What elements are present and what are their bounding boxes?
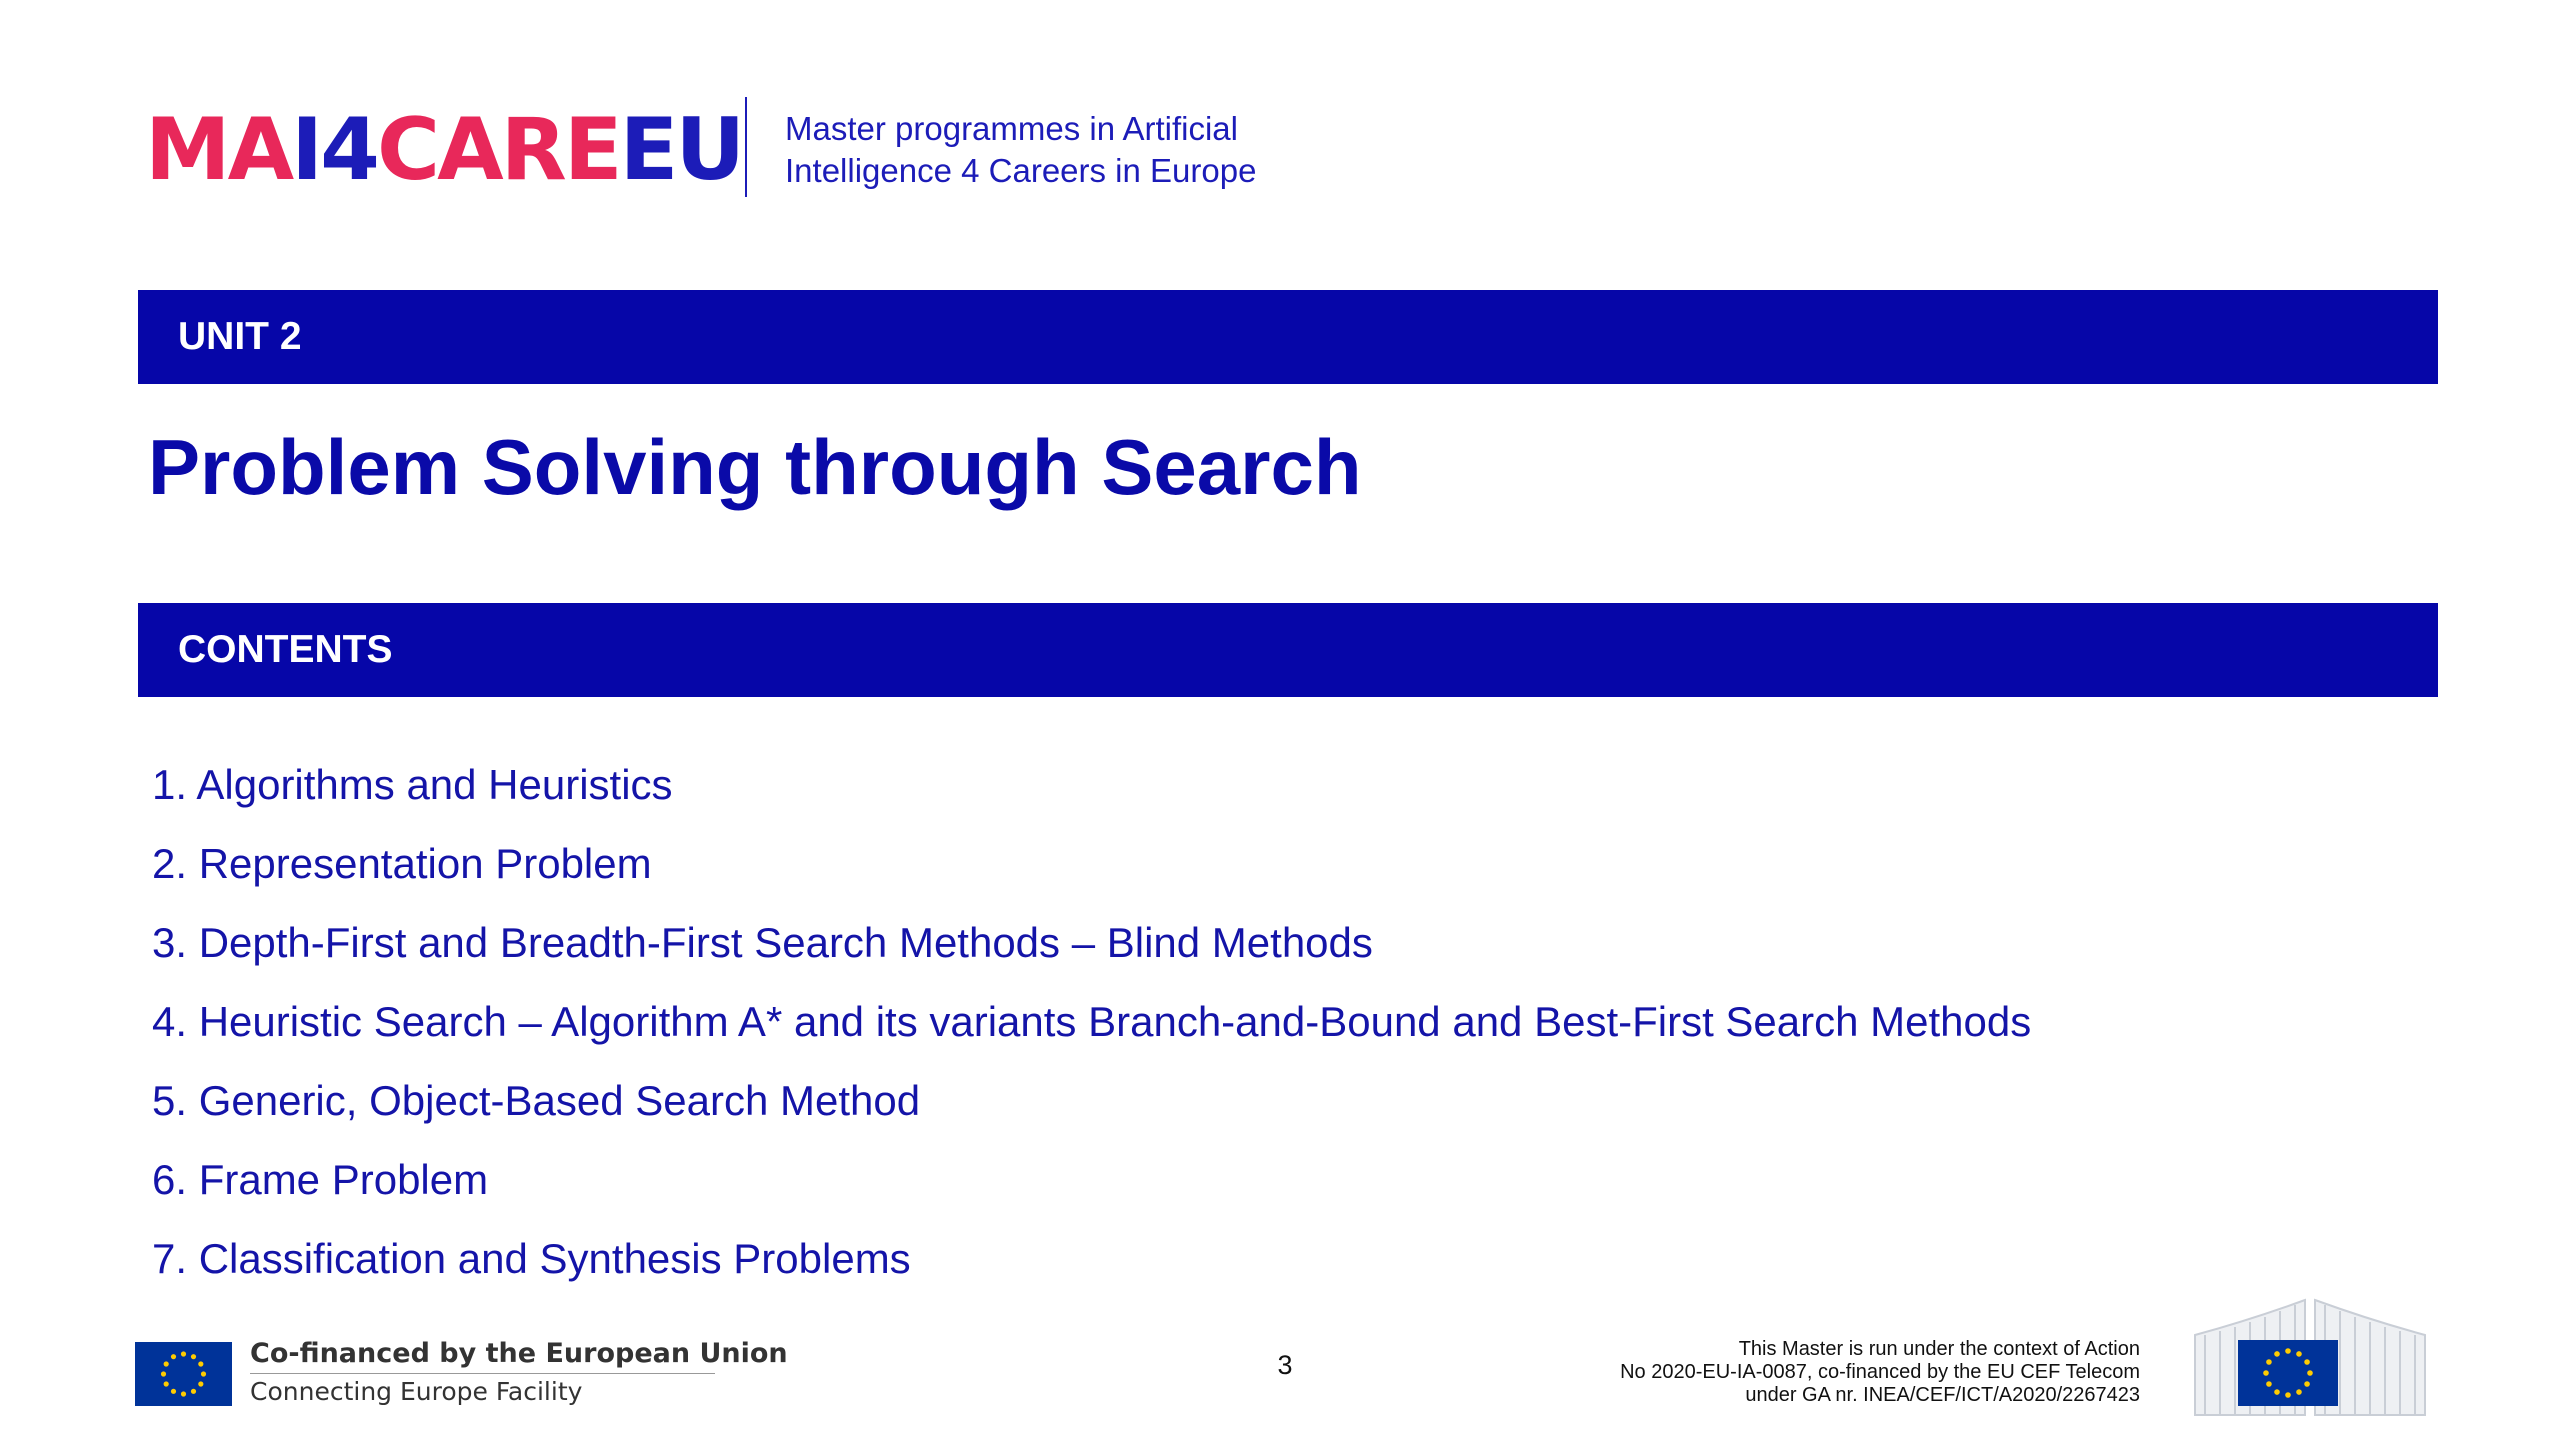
cofinanced-divider bbox=[250, 1373, 715, 1374]
eu-star-icon bbox=[181, 1391, 186, 1396]
page-title: Problem Solving through Search bbox=[148, 423, 1362, 511]
eu-star-icon bbox=[2285, 1392, 2291, 1398]
eu-star-icon bbox=[198, 1361, 203, 1366]
unit-label: UNIT 2 bbox=[178, 315, 302, 358]
eu-star-icon bbox=[2285, 1348, 2291, 1354]
tagline-line-1: Master programmes in Artificial bbox=[785, 110, 1238, 147]
eu-star-icon bbox=[181, 1351, 186, 1356]
logo-part-ma: MA bbox=[145, 100, 292, 200]
logo-divider bbox=[745, 97, 747, 197]
contents-item: 1. Algorithms and Heuristics bbox=[152, 761, 673, 808]
eu-star-icon bbox=[171, 1389, 176, 1394]
eu-star-icon bbox=[164, 1381, 169, 1386]
logo-part-eu: EU bbox=[619, 100, 743, 200]
eu-star-icon bbox=[2266, 1359, 2272, 1365]
contents-item: 2. Representation Problem bbox=[152, 840, 652, 887]
eu-star-icon bbox=[2296, 1389, 2302, 1395]
eu-star-icon bbox=[2307, 1370, 2313, 1376]
logo-part-care: CARE bbox=[376, 100, 620, 200]
contents-item: 4. Heuristic Search – Algorithm A* and its variants Branch-and-Bound and Best-First Search Methods bbox=[152, 998, 2032, 1045]
eu-star-icon bbox=[2304, 1359, 2310, 1365]
contents-item: 3. Depth-First and Breadth-First Search Methods – Blind Methods bbox=[152, 919, 1373, 966]
eu-star-icon bbox=[198, 1381, 203, 1386]
mai4careu-logo bbox=[145, 95, 742, 205]
eu-star-icon bbox=[191, 1389, 196, 1394]
action-line-3: under GA nr. INEA/CEF/ICT/A2020/2267423 bbox=[1745, 1384, 2140, 1406]
eu-star-icon bbox=[2266, 1381, 2272, 1387]
eu-flag-icon bbox=[135, 1342, 232, 1406]
page-number: 3 bbox=[1277, 1350, 1293, 1380]
eu-star-icon bbox=[191, 1354, 196, 1359]
eu-star-icon bbox=[171, 1354, 176, 1359]
contents-item: 7. Classification and Synthesis Problems bbox=[152, 1235, 911, 1282]
contents-item: 5. Generic, Object-Based Search Method bbox=[152, 1077, 921, 1124]
eu-star-icon bbox=[161, 1371, 166, 1376]
cofinanced-line-1: Co-financed by the European Union bbox=[250, 1338, 788, 1369]
cofinanced-line-2: Connecting Europe Facility bbox=[250, 1377, 583, 1406]
action-notice bbox=[1620, 1338, 2140, 1407]
contents-list bbox=[152, 745, 2031, 1298]
eu-star-icon bbox=[2263, 1370, 2269, 1376]
eu-star-icon bbox=[201, 1371, 206, 1376]
eu-star-icon bbox=[2304, 1381, 2310, 1387]
eu-star-icon bbox=[2296, 1351, 2302, 1357]
contents-banner bbox=[138, 603, 2438, 697]
eu-star-icon bbox=[2274, 1351, 2280, 1357]
action-line-2: No 2020-EU-IA-0087, co-financed by the EU CEF Telecom bbox=[1620, 1361, 2140, 1383]
unit-banner bbox=[138, 290, 2438, 384]
european-commission-logo-icon bbox=[2190, 1295, 2430, 1420]
contents-item: 6. Frame Problem bbox=[152, 1156, 489, 1203]
logo-tagline bbox=[785, 108, 1256, 192]
logo-part-i4: I4 bbox=[291, 100, 377, 200]
eu-star-icon bbox=[164, 1361, 169, 1366]
logo-wordmark bbox=[145, 100, 743, 200]
contents-label: CONTENTS bbox=[178, 628, 393, 671]
tagline-line-2: Intelligence 4 Careers in Europe bbox=[785, 152, 1257, 189]
action-line-1: This Master is run under the context of Action bbox=[1738, 1338, 2140, 1360]
eu-star-icon bbox=[2274, 1389, 2280, 1395]
